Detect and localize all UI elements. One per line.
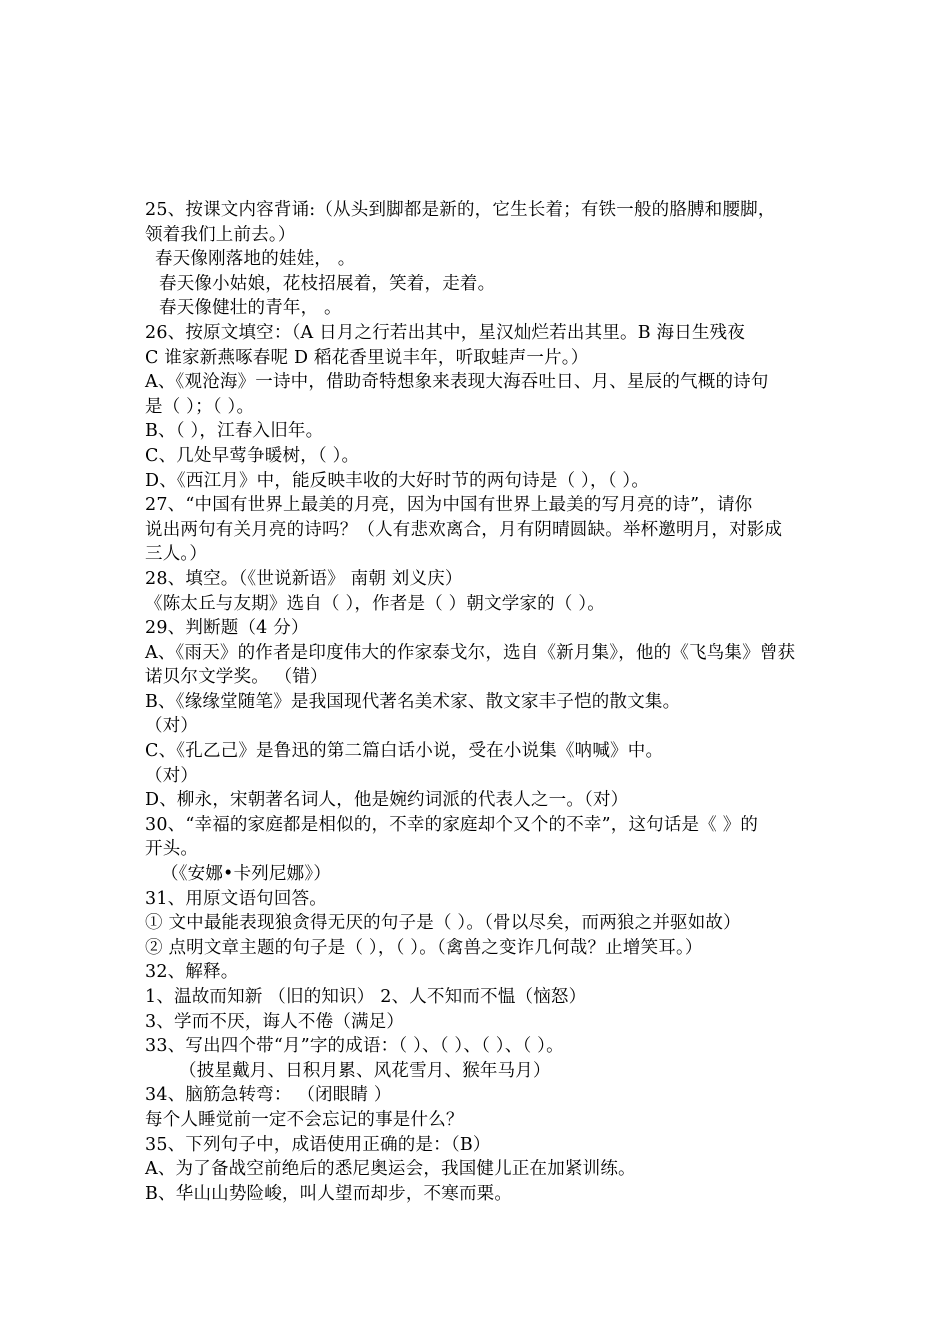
text-line: ① 文中最能表现狼贪得无厌的句子是（ ）。（骨以尽矣，而两狼之并驱如故） [145, 913, 741, 934]
text-line: 27、“中国有世界上最美的月亮，因为中国有世界上最美的写月亮的诗”，请你 [145, 495, 753, 516]
text-line: A、《观沧海》一诗中，借助奇特想象来表现大海吞吐日、月、星辰的气概的诗句 [145, 372, 769, 393]
text-line: C 谁家新燕啄春呢 D 稻花香里说丰年，听取蛙声一片。） [145, 347, 589, 368]
text-line: 3、学而不厌，诲人不倦（满足） [145, 1011, 405, 1032]
text-line: 春天像小姑娘，花枝招展着，笑着，走着。 [159, 273, 496, 294]
text-line: 35、下列句子中，成语使用正确的是：（B） [145, 1134, 491, 1155]
text-line: 《陈太丘与友期》选自（ ），作者是（ ）朝文学家的（ ）。 [145, 593, 605, 614]
text-line: 26、按原文填空：（A 日月之行若出其中，星汉灿烂若出其里。B 海日生残夜 [145, 322, 746, 343]
text-line: B、（ ），江春入旧年。 [145, 421, 324, 442]
text-line: 30、“幸福的家庭都是相似的，不幸的家庭却个又个的不幸”，这句话是《 》的 [145, 814, 759, 835]
text-line: 29、判断题（4 分） [145, 618, 309, 639]
text-line: A、《雨天》的作者是印度伟大的作家泰戈尔，选自《新月集》，他的《飞鸟集》曾获 [145, 642, 796, 663]
text-line: 说出两句有关月亮的诗吗？（人有悲欢离合，月有阴晴圆缺。举杯邀明月，对影成 [145, 519, 783, 540]
text-line: 1、温故而知新 （旧的知识） 2、人不知而不愠（恼怒） [145, 987, 587, 1007]
text-line: D、《西江月》中，能反映丰收的大好时节的两句诗是（ ），（ ）。 [145, 470, 650, 491]
text-line: （披星戴月、日积月累、风花雪月、猴年马月） [179, 1060, 551, 1081]
text-line: 春天像健壮的青年， 。 [159, 298, 342, 319]
text-line: 28、填空。（《世说新语》 南朝 刘义庆） [145, 568, 463, 589]
text-line: 33、写出四个带“月”字的成语：（ ）、（ ）、（ ）、（ ）。 [145, 1036, 564, 1057]
text-line: （《安娜•卡列尼娜》） [161, 864, 332, 885]
text-line: 春天像刚落地的娃娃， 。 [155, 249, 356, 270]
text-line: 34、脑筋急转弯： （闭眼睛 ） [145, 1085, 392, 1106]
text-line: B、《缘缘堂随笔》是我国现代著名美术家、散文家丰子恺的散文集。 [145, 691, 681, 712]
document-body [145, 198, 813, 1206]
text-line: B、华山山势险峻，叫人望而却步，不寒而栗。 [145, 1183, 513, 1204]
text-line: 三人。） [145, 544, 208, 565]
text-line: 31、用原文语句回答。 [145, 888, 327, 909]
text-line: 开头。 [145, 839, 199, 860]
text-line: 每个人睡觉前一定不会忘记的事是什么？ [145, 1109, 464, 1130]
text-line: A、为了备战空前绝后的悉尼奥运会，我国健儿正在加紧训练。 [145, 1159, 636, 1180]
text-line: C、几处早莺争暖树，（ ）。 [145, 445, 360, 466]
text-line: （对） [145, 765, 199, 786]
text-line: 25、按课文内容背诵:（从头到脚都是新的，它生长着；有铁一般的胳膊和腰脚， [145, 200, 776, 220]
text-line: 诺贝尔文学奖。 （错） [145, 667, 328, 688]
text-line: D、柳永，宋朝著名词人，他是婉约词派的代表人之一。（对） [145, 790, 629, 811]
text-line: （对） [145, 716, 199, 737]
text-line: C、《孔乙己》是鲁迅的第二篇白话小说，受在小说集《呐喊》中。 [145, 741, 664, 762]
text-line: 32、解释。 [145, 962, 239, 983]
text-line: ② 点明文章主题的句子是（ ），（ ）。（禽兽之变诈几何哉？止增笑耳。） [145, 937, 703, 958]
text-line: 领着我们上前去。） [145, 224, 296, 245]
text-line: 是（ ）；（ ）。 [145, 396, 255, 417]
